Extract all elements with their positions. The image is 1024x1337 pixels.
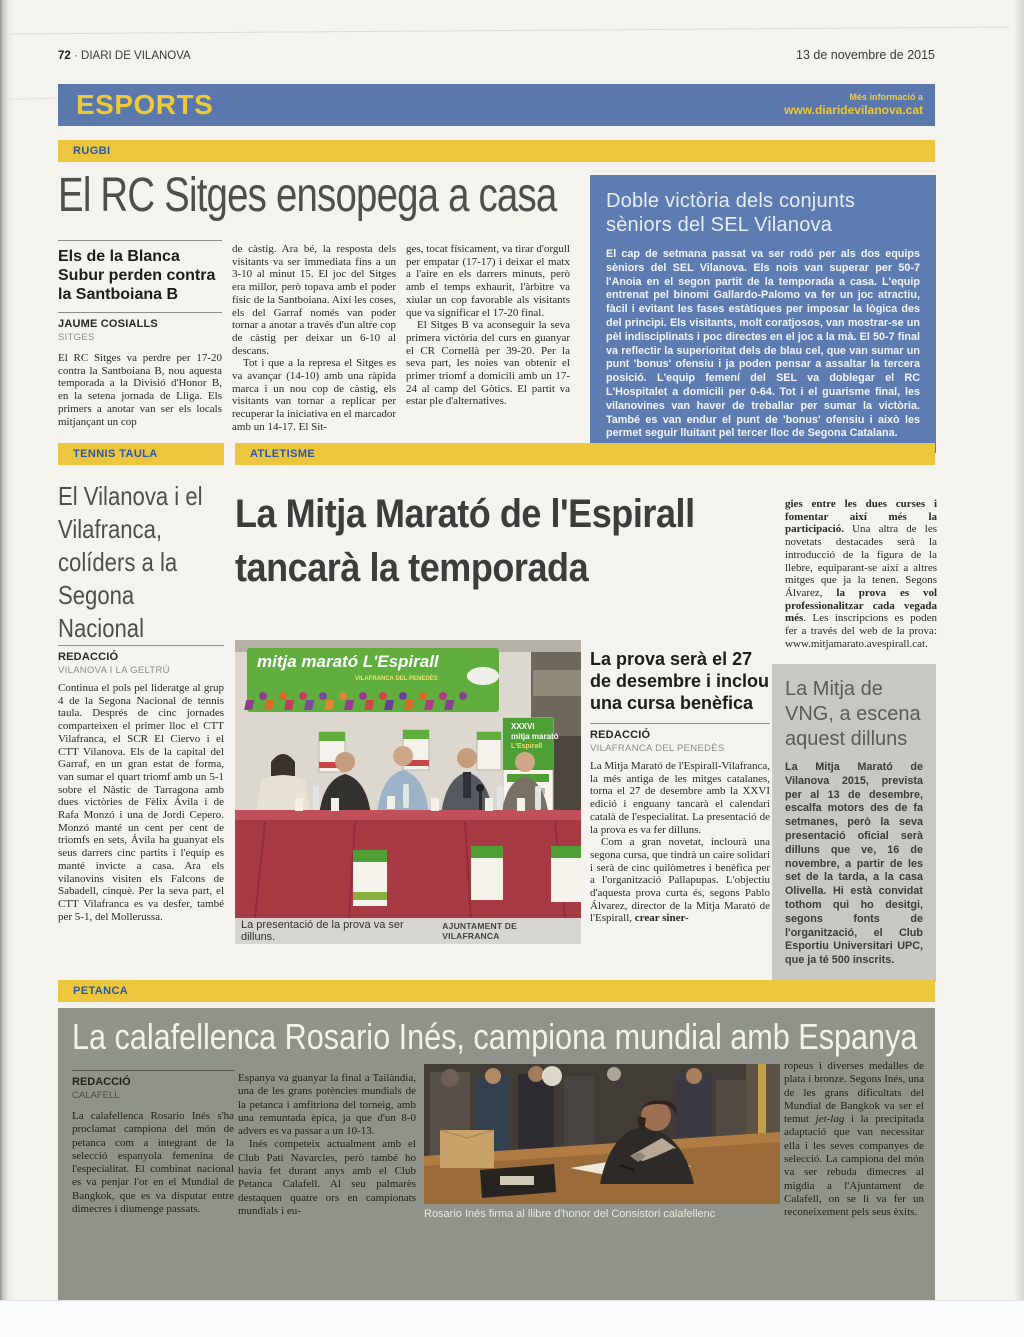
- divider: [72, 1070, 234, 1071]
- side-banner-text-mid: mitja marató: [511, 732, 559, 741]
- photo-banner-subtext: VILAFRANCA DEL PENEDÈS: [355, 676, 438, 682]
- article-paragraph: de càstig. Ara bé, la resposta dels visitants va ser immediata fins a un 3-10 al minut 15. El joc del Sitges era millor, però topava amb el poder físic de la Santboiana. Així les coses, els del Garraf només van poder tornar a anotar a través d'un altre cop de càstig per deixar un 6-10 al descans.: [232, 243, 396, 357]
- tennis-article: [58, 645, 224, 967]
- paragraph-text: i la precipitada adaptació que van necessitar ella i les seves companyes de selecció. La campiona del món va ser rebuda dimecres al migdia a l'Ajuntament de Calafell, on se li va fer un reconeixement pels seus èxits.: [784, 1113, 924, 1219]
- scan-edge-left: [0, 0, 14, 1336]
- byline-place: VILANOVA I LA GELTRÚ: [58, 665, 170, 676]
- paragraph-text: Una altra de les novetats destacades serà la introducció de la figura de la llebre, equiparant-se així a altres mitges que ja la tenen. Segons Álvarez,: [785, 523, 937, 599]
- article-paragraph: [784, 1060, 924, 1220]
- rugbi-column-1: [58, 240, 222, 428]
- rugbi-column-2: [232, 243, 396, 439]
- website-url: www.diaridevilanova.cat: [784, 103, 923, 118]
- masthead-title: · DIARI DE VILANOVA: [74, 50, 191, 62]
- byline-place: VILAFRANCA DEL PENEDÈS: [590, 743, 725, 754]
- article-paragraph: [590, 836, 770, 925]
- vng-box-heading: La Mitja de VNG, a escena aquest dilluns: [785, 678, 921, 750]
- atletisme-headline: [235, 487, 746, 595]
- masthead-left: [58, 50, 191, 62]
- section-bar-rugbi: [58, 140, 935, 162]
- rugbi-headline-text: El RC Sitges ensopega a casa: [58, 169, 557, 222]
- byline-author: REDACCIÓ: [590, 729, 651, 741]
- petanca-column-3: [784, 1060, 924, 1220]
- paper-crease: [10, 27, 1010, 35]
- photo-caption: La presentació de la prova va ser dilluns.: [241, 919, 404, 943]
- article-paragraph: El Sitges B va aconseguir la seva primera victòria del curs en guanyar el CR Cornellà per 39-20. Per la seva part, les noies van obtenir el primer triomf a domicili amb un 17-24 al camp del Gòtics. El partit va estar ple d'alternatives.: [406, 319, 570, 408]
- vng-box-body: La Mitja Marató de Vilanova 2015, prevista per al 13 de desembre, escalfa motors des de fa setmanes, però la seva presentació oficial serà dilluns que ve, 16 de novembre, a partir de les set de la tarda, a la casa Olivella. Hi està convidat tothom qui ho desitgi, segons fonts de l'organització, el Club Esportiu Universitari UPC, que ja té 500 inscrits.: [785, 761, 923, 967]
- side-banner-text-top: XXXVI: [511, 722, 535, 731]
- article-paragraph: [785, 498, 937, 650]
- petanca-column-1: [72, 1070, 234, 1216]
- atletisme-headline-line2: tancarà la temporada: [235, 546, 589, 590]
- divider: [58, 645, 224, 646]
- banner-more-info: [784, 92, 923, 118]
- divider: [590, 723, 770, 724]
- photo-banner-text: mitja marató L'Espirall: [257, 652, 439, 671]
- section-label-tennis-taula: TENNIS TAULA: [73, 448, 158, 460]
- rugbi-deck: Els de la Blanca Subur perden contra la Santboiana B: [58, 248, 216, 303]
- byline-author: REDACCIÓ: [58, 651, 119, 663]
- paragraph-bold-text: crear siner-: [634, 912, 689, 925]
- paragraph-text: ropeus i diverses medalles de plata i bronze. Segons Inés, una de les grans dificultats del Mundial de Bangkok va ser el temut: [784, 1060, 924, 1126]
- section-label-rugbi: RUGBI: [73, 145, 111, 157]
- article-paragraph: Espanya va guanyar la final a Tailàndia, una de les grans potències mundials de la petanca i amfitriona del torneig, amb una remuntada èpica, ja que d'un 8-0 advers es va passar a un 10-13.: [238, 1072, 416, 1138]
- article-body: [72, 1110, 234, 1216]
- article-paragraph: Tot i que a la represa el Sitges es va avançar (14-10) amb una ràpida marca i un nou cop de càstig, els visitants van tornar a replicar per recuperar la iniciativa en el marcador amb un 14-17. El Sit-: [232, 357, 396, 433]
- issue-date: 13 de novembre de 2015: [796, 48, 935, 62]
- atletisme-mid-column: [590, 648, 770, 960]
- photo-credit: AJUNTAMENT DE VILAFRANCA: [442, 921, 517, 941]
- book-signing-illustration: [424, 1064, 780, 1204]
- petanca-column-2: [238, 1072, 416, 1218]
- photo-book-signing: [424, 1064, 780, 1204]
- scan-bed-strip: [0, 1300, 1024, 1337]
- rugbi-headline: [58, 168, 681, 223]
- tennis-headline: [58, 480, 256, 645]
- divider: [58, 312, 222, 313]
- sel-vilanova-highlight-box: [590, 175, 936, 453]
- section-bar-tennis-taula: [58, 443, 224, 465]
- article-paragraph: Continua el pols pel lideratge al grup 4 de la Segona Nacional de tennis taula. Després de cinc jornades comparteixen el primer lloc el CTT Vilafranca, el SCR El Ciervo i el CTT Vilanova. Els de la capital del Garraf, en un gran estat de forma, van sumar el quart triomf amb un 5-1 sobre el Nàstic de Tarragona amb dues victòries de Fèlix Ávila i de Rafa Monzó i una de Jordi Cepero. Monzó manté un cent per cent de triomfs en sets, Ávila ha guanyat els seus darrers cinc partits i l'equip es manté invicte a casa. Ara els vilanovins visiten els Falcons de Sabadell, cinquè. Per la seva part, el CTT Vilafranca es va desfer, també per 5-1, del Mollerussa.: [58, 682, 224, 923]
- article-body: [58, 352, 222, 428]
- sel-box-heading: Doble victòria dels conjunts sèniors del SEL Vilanova: [606, 190, 856, 236]
- divider: [58, 240, 222, 241]
- atletisme-right-column: [785, 498, 937, 660]
- paragraph-text: La Mitja Marató de l'Espirall-Vilafranca, la més antiga de les mitges catalanes, torna el 27 de desembre amb la XXVI edició i enguany tancarà el calendari català de l'especialitat. La presentació de la prova es va fer dilluns.: [590, 760, 770, 836]
- atletisme-photo-caption-bar: [235, 918, 581, 944]
- more-info-label: Més informació a: [849, 91, 923, 102]
- section-bar-petanca: [58, 980, 935, 1002]
- masthead-row: [58, 48, 935, 62]
- byline-author: REDACCIÓ: [72, 1076, 131, 1088]
- article-paragraph: La calafellenca Rosario Inés s'ha proclamat campiona del món de petanca com a integrant de la selecció espanyola femenina de l'especialitat. El combinat nacional es va penjar l'or en el Mundial de Bangkok, que es va disputar entre dimecres i diumenge passats.: [72, 1110, 234, 1216]
- article-body: [58, 682, 224, 967]
- page-number: 72: [58, 50, 71, 62]
- petanca-headline-text: La calafellenca Rosario Inés, campiona mundial amb Espanya: [72, 1016, 918, 1057]
- rugbi-column-3: [406, 243, 570, 439]
- article-paragraph: ges, tocat físicament, va tirar d'orgull per empatar (17-17) i deixar el matx a l'aire en els darrers minuts, però amb el temps exhaurit, l'àrbitre va xiular un cop favorable als visitants que va significar el 17-20 final.: [406, 243, 570, 319]
- paragraph-bold-text: gies entre les dues curses i fomentar així més la participació.: [785, 498, 937, 536]
- article-paragraph: Inés competeix actualment amb el Club Patí Navarcles, però també ho havia fet durant anys amb el Club Petanca Calafell. Al seu palmarès destaquen quatre ors en campionats mundials i eu-: [238, 1138, 416, 1217]
- paragraph-bold-text: la prova es vol professionalitzar cada vegada més: [785, 586, 937, 625]
- section-bar-atletisme: [235, 443, 935, 465]
- article-paragraph: [590, 760, 770, 836]
- sel-box-body: El cap de setmana passat va ser rodó per als dos equips sèniors del SEL Vilanova. Els nois van superar per 50-7 l'Anoia en el segon partit de la temporada a casa. L'equip entrenat pel binomi Gallardo-Palomo va fer un joc atractiu, fàcil i evitant les fases estàtiques per imposar la lògica des del principi. Els visitants, molt coratjosos, van mostrar-se un pèl indisciplinats i poc directes en el joc a la mà. El 50-7 final va reflectir la superioritat dels de blau cel, que van sumar un punt 'bonus' ofensiu i ja poden pensar a assaltar la tercera posició. L'equip femení del SEL va doblegar el RC L'Hospitalet a domicili per 0-64. Tot i el guarisme final, les vilanovines van haver de treballar per sumar la victòria. També es van endur el punt de 'bonus' ofensiu i això les permet seguir lluitant pel tercer lloc de Segona Catalana.: [606, 248, 920, 440]
- paragraph-text: Com a gran novetat, inclourà una segona cursa, que tindrà un caire solidari i serà de cinc quilòmetres i benèfica per a l'organització Pallapupas. L'objectiu d'aquesta prova curta és, segons Pablo Álvarez, director de la Mitja Marató de l'Espirall,: [590, 836, 770, 925]
- byline-place: SITGES: [58, 332, 95, 343]
- article-paragraph: El RC Sitges va perdre per 17-20 contra la Santboiana B, nou aquesta temporada a la Divisió d'Honor B, en la setena jornada de Lliga. Els primers a anotar van ser els locals mitjançant un cop: [58, 352, 222, 428]
- petanca-headline: [72, 1016, 1024, 1058]
- photo-press-conference: [235, 640, 581, 918]
- paragraph-italic-text: jet-lag: [815, 1113, 845, 1126]
- paragraph-text: . Les inscripcions es poden fer a través del web de la prova: www.mitjamarato.avespirall.cat.: [785, 612, 937, 650]
- petanca-article-box: [58, 1008, 935, 1318]
- byline-place: CALAFELL: [72, 1090, 120, 1101]
- esports-section-banner: [58, 84, 935, 126]
- scan-edge-right: [1014, 0, 1024, 1336]
- vng-highlight-box: [772, 664, 936, 982]
- section-label-petanca: PETANCA: [73, 985, 129, 997]
- byline-author: JAUME COSIALLS: [58, 318, 158, 330]
- petanca-photo-caption: Rosario Inés firma al llibre d'honor del Consistori calafellenc: [424, 1208, 716, 1220]
- side-banner-text-low: L'Espirall: [511, 743, 543, 750]
- article-body: [590, 760, 770, 960]
- tennis-headline-text: El Vilanova i el Vilafranca, colíders a la Segona Nacional: [58, 481, 203, 643]
- section-label-atletisme: ATLETISME: [250, 448, 316, 460]
- esports-title: ESPORTS: [76, 89, 214, 120]
- atletisme-headline-line1: La Mitja Marató de l'Espirall: [235, 492, 695, 536]
- atletisme-deck: La prova serà el 27 de desembre i inclou una cursa benèfica: [590, 649, 770, 713]
